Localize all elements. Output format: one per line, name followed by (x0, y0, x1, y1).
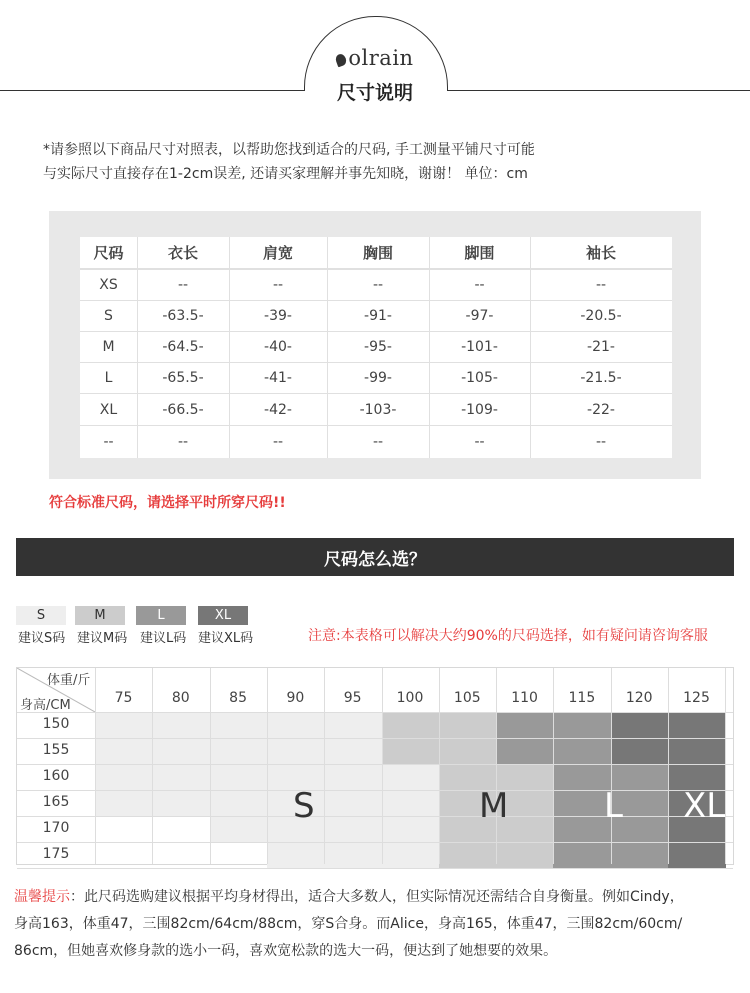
matrix-cell-m (439, 712, 497, 738)
size-table-cell: -64.5- (162, 339, 204, 355)
size-table-cell: -42- (264, 401, 292, 418)
matrix-cell-s (95, 712, 153, 738)
size-table-header-cell: 肩宽 (262, 244, 293, 262)
size-table-cell: -21.5- (580, 370, 622, 386)
size-table-cell: -- (372, 433, 384, 450)
matrix-cell-s (210, 738, 268, 764)
matrix-cell-s (152, 790, 210, 816)
matrix-grid-line (17, 790, 733, 791)
matrix-cell-m (382, 738, 440, 764)
size-table-cell: -95- (364, 339, 392, 355)
size-table-header-cell: 胸围 (362, 244, 393, 262)
matrix-cell-s (267, 842, 325, 868)
matrix-cell-m (382, 712, 440, 738)
matrix-grid-line (17, 764, 733, 765)
size-table-cell: -103- (359, 401, 397, 418)
brand-name: olrain (348, 46, 414, 70)
matrix-zone-label-xl: XL (683, 786, 726, 826)
size-table (80, 237, 672, 458)
size-table-cell: -- (474, 433, 485, 450)
matrix-grid-line (17, 738, 733, 739)
matrix-cell-s (324, 764, 382, 790)
leaf-icon (335, 53, 349, 68)
matrix-height-label: 160 (42, 768, 70, 784)
legend-label-s: 建议S码 (18, 631, 66, 646)
matrix-cell-s (382, 790, 440, 816)
size-table-cell: -109- (461, 401, 498, 418)
matrix-cell-l (611, 842, 669, 868)
size-table-cell: -20.5- (580, 308, 622, 324)
matrix-cell-s (210, 764, 268, 790)
size-table-row (80, 394, 672, 426)
legend-warning: 注意:本表格可以解决大约90%的尺码选择，如有疑问请咨询客服 (308, 628, 708, 644)
matrix-cell-s (382, 816, 440, 842)
matrix-cell-s (152, 764, 210, 790)
intro-line-1: *请参照以下商品尺寸对照表，以帮助您找到适合的尺码, 手工测量平铺尺寸可能 (43, 142, 535, 158)
size-table-cell: -- (272, 433, 284, 450)
matrix-cell-s (382, 764, 440, 790)
matrix-weight-header: 95 (343, 690, 362, 706)
matrix-cell-s (210, 712, 268, 738)
size-table-header-cell: 尺码 (93, 244, 124, 262)
size-table-cell: -105- (461, 370, 498, 386)
tip-text (14, 884, 739, 965)
matrix-cell-s (95, 790, 153, 816)
size-table-cell: XL (99, 401, 118, 418)
size-table-row (80, 270, 672, 301)
matrix-cell-xl (611, 738, 669, 764)
matrix-cell-s (267, 738, 325, 764)
matrix-grid-line (17, 842, 733, 843)
matrix-corner-height-label: 身高/CM (20, 698, 71, 713)
size-table-cell: -- (177, 433, 189, 450)
size-table-cell: -41- (264, 370, 292, 386)
legend-swatch-s: S (16, 606, 66, 625)
size-table-cell: -- (595, 277, 607, 293)
matrix-weight-header: 105 (453, 690, 481, 706)
legend-label-l: 建议L码 (140, 631, 187, 646)
legend-swatch-m: M (75, 606, 125, 625)
matrix-grid-line (17, 816, 733, 817)
size-table-cell: L (104, 370, 113, 386)
size-table-cell: -99- (364, 370, 392, 386)
intro-line-2: 与实际尺寸直接存在1-2cm误差, 还请买家理解并事先知晓，谢谢！ 单位：cm (43, 166, 528, 182)
matrix-cell-s (152, 712, 210, 738)
size-table-cell: M (102, 339, 115, 355)
matrix-height-label: 175 (42, 846, 70, 862)
matrix-cell-m (439, 842, 497, 868)
size-table-row (80, 363, 672, 394)
size-table-cell: -- (372, 277, 384, 293)
matrix-cell-s (152, 738, 210, 764)
size-table-cell: -66.5- (162, 401, 204, 418)
legend-swatch-xl: XL (198, 606, 248, 625)
matrix-cell-s (210, 816, 268, 842)
matrix-cell-xl (668, 842, 726, 868)
size-table-cell: -63.5- (162, 308, 204, 324)
matrix-cell-s (324, 712, 382, 738)
matrix-weight-header: 125 (683, 690, 710, 706)
matrix-weight-header: 90 (286, 690, 305, 706)
matrix-cell-s (324, 738, 382, 764)
size-table-cell: -97- (465, 308, 494, 324)
tip-label: 温馨提示 (14, 889, 70, 905)
matrix-grid-line (725, 668, 726, 864)
matrix-cell-l (553, 790, 611, 816)
size-table-cell: -65.5- (162, 370, 204, 386)
standard-size-note: 符合标准尺码，请选择平时所穿尺码!! (49, 495, 286, 511)
size-table-header-cell: 脚围 (464, 244, 495, 262)
brand-logo (304, 46, 446, 70)
matrix-cell-s (210, 790, 268, 816)
size-table-cell: -91- (364, 308, 392, 324)
legend-swatch-l: L (136, 606, 186, 625)
matrix-cell-s (95, 738, 153, 764)
matrix-cell-s (382, 842, 440, 868)
size-table-row (80, 426, 672, 457)
size-table-cell: -40- (264, 339, 292, 355)
size-table-header (80, 237, 672, 270)
legend-label-m: 建议M码 (77, 631, 128, 646)
matrix-weight-header: 100 (396, 690, 424, 706)
tip-line-1: ：此尺码选购建议根据平均身材得出，适合大多数人，但实际情况还需结合自身衡量。例如Cindy， (70, 889, 684, 905)
matrix-cell-l (496, 738, 554, 764)
size-table-cell: S (104, 308, 113, 324)
matrix-height-label: 150 (42, 716, 70, 732)
matrix-height-label: 155 (42, 742, 70, 758)
matrix-cell-s (324, 816, 382, 842)
matrix-cell-m (496, 842, 554, 868)
matrix-cell-xl (668, 738, 726, 764)
size-recommendation-matrix (16, 667, 734, 865)
size-table-cell: -- (272, 277, 284, 293)
section-title-bar (16, 538, 734, 576)
size-table-row (80, 332, 672, 363)
size-table-cell: -- (595, 433, 607, 450)
matrix-zone-label-m: M (479, 786, 509, 826)
matrix-cell-xl (611, 712, 669, 738)
legend-label-xl: 建议XL码 (198, 631, 254, 646)
matrix-grid-line (17, 712, 733, 713)
size-table-header-cell: 袖长 (585, 244, 616, 262)
matrix-zone-label-s: S (293, 786, 315, 826)
matrix-weight-header: 80 (171, 690, 190, 706)
size-table-cell: -22- (587, 401, 615, 418)
header-line-left (0, 90, 304, 91)
matrix-cell-l (553, 712, 611, 738)
matrix-cell-l (553, 842, 611, 868)
intro-text (43, 138, 683, 186)
tip-line-2: 身高163，体重47，三围82cm/64cm/88cm，穿S合身。而Alice，身高165，体重47，三围82cm/60cm/ (14, 916, 683, 932)
header-line-right (446, 90, 750, 91)
matrix-height-label: 170 (42, 820, 70, 836)
size-table-cell: -- (103, 433, 114, 450)
matrix-weight-header: 115 (568, 690, 596, 706)
size-table-cell: -- (177, 277, 189, 293)
matrix-cell-s (324, 842, 382, 868)
matrix-cell-l (553, 764, 611, 790)
size-table-header-cell: 衣长 (167, 244, 198, 262)
matrix-zone-label-l: L (604, 786, 623, 826)
matrix-weight-header: 110 (511, 690, 538, 706)
tip-line-3: 86cm，但她喜欢修身款的选小一码，喜欢宽松款的选大一码，便达到了她想要的效果。 (14, 943, 558, 959)
size-table-cell: -101- (461, 339, 498, 355)
page-title: 尺寸说明 (336, 82, 413, 104)
size-table-cell: -- (474, 277, 485, 293)
matrix-cell-s (324, 790, 382, 816)
matrix-weight-header: 75 (114, 690, 133, 706)
matrix-cell-s (267, 712, 325, 738)
matrix-cell-l (553, 738, 611, 764)
section-title: 尺码怎么选？ (324, 549, 426, 570)
matrix-cell-l (553, 816, 611, 842)
size-table-cell: -39- (264, 308, 292, 324)
size-table-cell: -21- (587, 339, 615, 355)
matrix-corner-weight-label: 体重/斤 (47, 673, 91, 688)
matrix-cell-xl (668, 712, 726, 738)
matrix-cell-s (95, 764, 153, 790)
size-table-row (80, 301, 672, 332)
matrix-height-label: 165 (42, 794, 70, 810)
size-table-cell: XS (99, 277, 118, 293)
matrix-cell-m (439, 738, 497, 764)
matrix-cell-l (496, 712, 554, 738)
matrix-weight-header: 120 (625, 690, 653, 706)
matrix-grid-line (17, 868, 733, 869)
matrix-weight-header: 85 (229, 690, 247, 706)
